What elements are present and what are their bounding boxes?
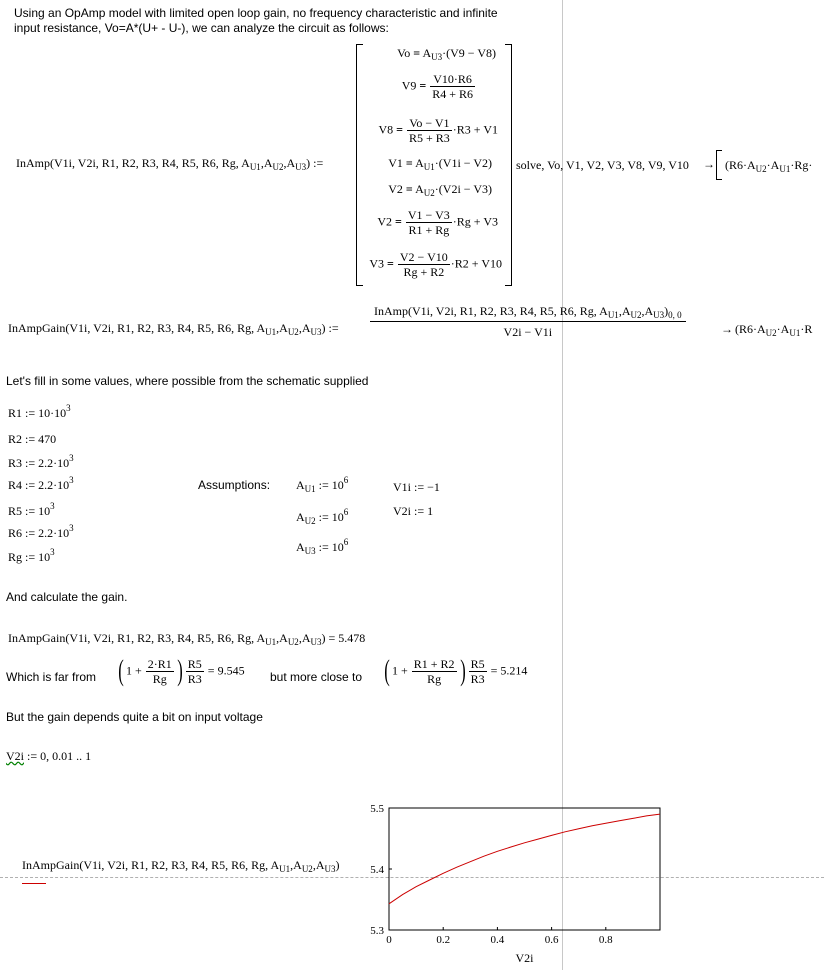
equation-v9: V9 = $\frac{V10\cdot R6}{R4 + R6}$	[401, 72, 473, 101]
plot-trace-legend	[22, 883, 46, 884]
equation-system-matrix[interactable]	[356, 44, 512, 284]
y-tick-label: 5.3	[370, 925, 384, 937]
resistor-assignment-r6[interactable]: R6 := $2.2\cdot 10^3$	[8, 523, 74, 540]
range-definition[interactable]: V2i := 0, 0.01 .. 1	[6, 749, 92, 763]
x-tick-label: 0.6	[544, 934, 559, 946]
resistor-assignment-r1[interactable]: R1 := $10\cdot 10^3$	[8, 403, 71, 420]
matrix-right-bracket	[505, 44, 512, 286]
gain-definition-lhs[interactable]: InAmpGain(V1i, V2i, R1, R2, R3, R4, R5, R6, Rg, $A_{U1},A_{U2},A_{U3}$) :=	[8, 321, 339, 337]
depends-text: But the gain depends quite a bit on input voltage	[6, 710, 263, 724]
vertical-guide-line	[562, 0, 563, 970]
equation-vo: $Vo = A_{U3}\cdot(V9 - V8)$	[397, 46, 496, 62]
formula-ideal-gain[interactable]: ( 1 + $\frac{2\cdot R1}{Rg}$ ) $\frac{R5}{R3}$ = 9.545	[118, 654, 245, 687]
solve-keyword[interactable]: solve, Vo, V1, V2, V3, V8, V9, V10	[516, 158, 689, 172]
formula-corrected-gain[interactable]: ( 1 + $\frac{R1 + R2}{Rg}$ ) $\frac{R5}{R3}$ = 5.214	[384, 654, 528, 687]
solve-arrow: →	[703, 157, 715, 171]
x-axis-label: V2i	[515, 951, 534, 965]
y-tick-label: 5.5	[370, 803, 384, 815]
calculate-text: And calculate the gain.	[6, 590, 128, 604]
gain-definition-result: ($R6\cdot A_{U2}\cdot A_{U1}\cdot R$	[735, 322, 813, 338]
x-tick-label: 0	[386, 934, 392, 946]
fill-in-text: Let's fill in some values, where possible from the schematic supplied	[6, 374, 369, 388]
gain-assignment-u1[interactable]: $A_{U1}$ := $10^6$	[296, 475, 349, 494]
inamp-result: ($R6\cdot A_{U2}\cdot A_{U1}\cdot Rg\cdot$	[716, 150, 812, 180]
x-tick-label: 0.4	[490, 934, 505, 946]
gain-assignment-u3[interactable]: $A_{U3}$ := $10^6$	[296, 537, 349, 556]
intro-line-1: Using an OpAmp model with limited open loop gain, no frequency characteristic and infinite	[14, 6, 498, 20]
gain-evaluation[interactable]: InAmpGain(V1i, V2i, R1, R2, R3, R4, R5, R6, Rg, $A_{U1},A_{U2},A_{U3}) = 5.478$	[8, 631, 366, 647]
gain-curve	[389, 814, 660, 904]
horizontal-guide-line	[0, 877, 824, 878]
input-assignment-v1i[interactable]: V1i := −1	[393, 480, 440, 494]
plot-y-label: InAmpGain(V1i, V2i, R1, R2, R3, R4, R5, R6, Rg, $A_{U1},A_{U2},A_{U3}$)	[22, 858, 340, 874]
equation-v2-b: V2 = $\frac{V1 - V3}{R1 + Rg}$ ·Rg + V3	[377, 208, 498, 237]
plot-frame	[389, 808, 660, 930]
resistor-assignment-r3[interactable]: R3 := $2.2\cdot 10^3$	[8, 453, 74, 470]
inamp-definition-lhs[interactable]: InAmp(V1i, V2i, R1, R2, R3, R4, R5, R6, Rg, $A_{U1},A_{U2},A_{U3}$) :=	[16, 156, 324, 172]
resistor-assignment-r5[interactable]: R5 := $10^3$	[8, 501, 55, 518]
compare-text-far: Which is far from	[6, 670, 97, 684]
equation-v3: V3 = $\frac{V2 - V10}{Rg + R2}$ ·R2 + V10	[369, 250, 502, 279]
assumptions-label: Assumptions:	[198, 478, 271, 492]
gain-definition-arrow: →	[721, 322, 733, 336]
y-tick-label: 5.4	[370, 864, 384, 876]
intro-line-2: input resistance, Vo=A*(U+ - U-), we can analyze the circuit as follows:	[14, 21, 389, 35]
x-tick-label: 0.8	[598, 934, 613, 946]
equation-v2-a: $V2 = A_{U2}\cdot(V2i - V3)$	[388, 182, 492, 198]
resistor-assignment-r2[interactable]: R2 := 470	[8, 432, 57, 446]
input-assignment-v2i[interactable]: V2i := 1	[393, 504, 434, 518]
range-variable: V2i	[6, 749, 24, 763]
resistor-assignment-rg[interactable]: Rg := $10^3$	[8, 547, 55, 564]
matrix-left-bracket	[356, 44, 363, 286]
gain-assignment-u2[interactable]: $A_{U2}$ := $10^6$	[296, 507, 349, 526]
equation-v8: V8 = $\frac{Vo - V1}{R5 + R3}$ ·R3 + V1	[378, 116, 498, 145]
resistor-assignment-r4[interactable]: R4 := $2.2\cdot 10^3$	[8, 475, 74, 492]
x-tick-label: 0.2	[436, 934, 451, 946]
compare-text-close: but more close to	[270, 670, 363, 684]
equation-v1: $V1 = A_{U1}\cdot(V1i - V2)$	[388, 156, 492, 172]
gain-definition-fraction: InAmp(V1i, V2i, R1, R2, R3, R4, R5, R6, Rg, $A_{U1},A_{U2},A_{U3})_{0, 0}$ V2i − V1i	[370, 304, 686, 340]
